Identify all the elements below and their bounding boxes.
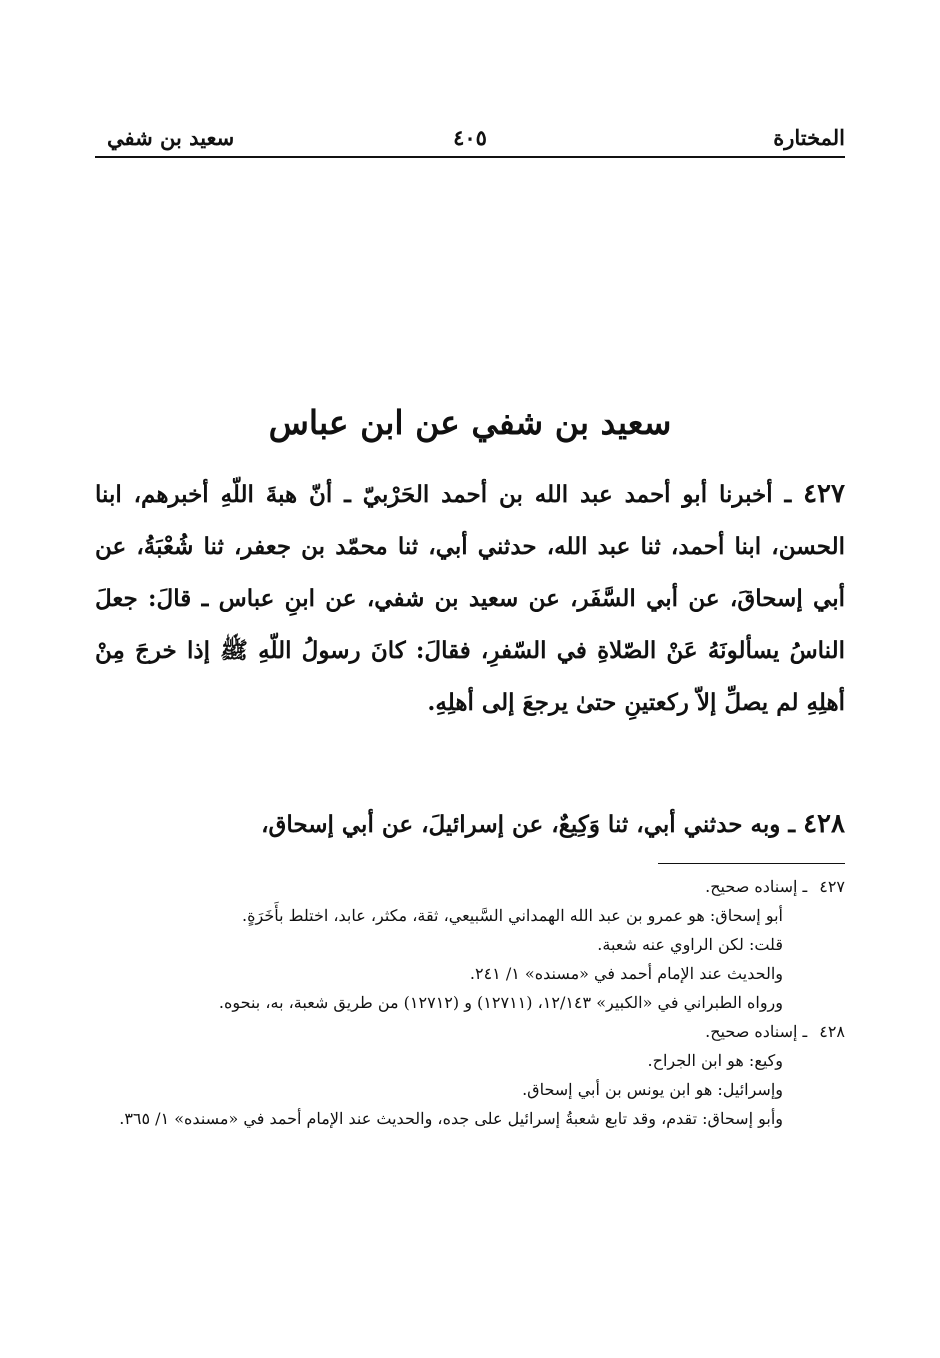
footnote-head [95, 1017, 845, 1046]
hadith-427 [95, 468, 845, 729]
footnote-line: وأبو إسحاق: تقدم، وقد تابع شعبةُ إسرائيل على جده، والحديث عند الإمام أحمد في «مسنده» ١/ ٣٦٥. [119, 1109, 783, 1128]
footnote-line: وكيع: هو ابن الجراح. [647, 1051, 783, 1070]
hadith-number: ٤٢٧ [803, 479, 845, 509]
header-rule [95, 156, 845, 158]
footnote-head [95, 872, 845, 901]
footnote-line: ورواه الطبراني في «الكبير» ١٢/١٤٣، (١٢٧١١) و (١٢٧١٢) من طريق شعبة، به، بنحوه. [218, 993, 783, 1012]
page-number: ٤٠٥ [453, 125, 487, 150]
hadith-428 [95, 798, 845, 851]
footnote-number: ٤٢٧ [819, 877, 845, 896]
running-header [95, 121, 845, 155]
chapter-title: سعيد بن شفي عن ابن عباس [268, 403, 672, 442]
footnote-line: والحديث عند الإمام أحمد في «مسنده» ١/ ٢٤١. [469, 964, 783, 983]
hadith-number: ٤٢٨ [803, 809, 845, 839]
footnote-line: وإسرائيل: هو ابن يونس بن أبي إسحاق. [522, 1080, 783, 1099]
hadith-text: ـ أخبرنا أبو أحمد عبد الله بن أحمد الحَرْبيّ ـ أنّ هبةَ اللّهِ أخبرهم، ابنا الحسن، ابنا أحمد، ثنا عبد الله، حدثني أبي، ثنا محمّد بن جعفر، ثنا شُعْبَةُ، عن أبي إسحاقَ، عن أبي السَّفَر، عن سعيد بن شفي، عن ابنِ عباس ـ قالَ: جعلَ الناسُ يسألونَهُ عَنْ الصّلاةِ في السّفرِ، فقالَ: كانَ رسولُ اللّهِ ﷺ إذا خرجَ مِنْ أهلِهِ لم يصلِّ إلاّ ركعتينِ حتىٰ يرجعَ إلى أهلِهِ. [95, 481, 845, 716]
footnote-line: أبو إسحاق: هو عمرو بن عبد الله الهمداني السَّبيعي، ثقة، مكثر، عابد، اختلط بأَخَرَةٍ. [242, 906, 783, 925]
header-book-title: المختارة [773, 125, 845, 150]
footnotes [95, 872, 845, 1133]
footnote-428 [95, 1017, 845, 1133]
footnote-line: قلت: لكن الراوي عنه شعبة. [597, 935, 783, 954]
footnote-head-text: ـ إسناده صحيح. [705, 877, 808, 896]
footnotes-rule [658, 863, 845, 864]
footnote-head-text: ـ إسناده صحيح. [705, 1022, 808, 1041]
footnote-number: ٤٢٨ [819, 1022, 845, 1041]
footnote-427 [95, 872, 845, 1017]
hadith-text: ـ وبه حدثني أبي، ثنا وَكِيعٌ، عن إسرائيلَ، عن أبي إسحاق، [261, 811, 804, 838]
header-section-title: سعيد بن شفي [107, 125, 235, 150]
